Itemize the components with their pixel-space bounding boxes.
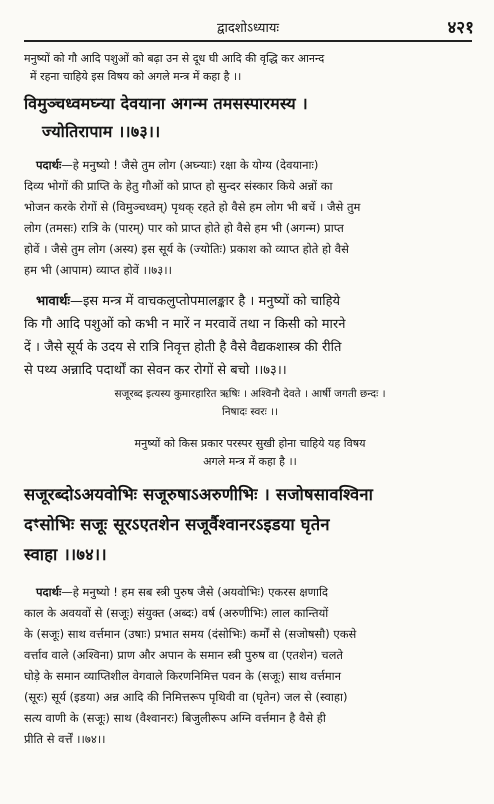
intro-74-line: अगले मन्त्र में कहा है ।।	[203, 455, 297, 468]
intro-73-line: में रहना चाहिये इस विषय को अगले मन्त्र में कहा है ।।	[30, 70, 242, 83]
padartha-73-first-line	[24, 155, 476, 176]
padartha-74-line: सत्य वाणी के (सजूः) साथ (वैश्वानरः) बिजुलीरूप अग्नि वर्त्तमान है वैसे ही	[24, 711, 326, 725]
mantra-74-line: सजूरब्दोऽअयवोभिः सजूरुषाऽअरुणीभिः । सजोषसावश्विना	[24, 485, 374, 504]
padartha-74	[24, 582, 476, 750]
padartha-74-line: घोड़े के समान व्याप्तिशील वेगवाले किरणनिमित्त पवन के (सजूः) साथ वर्त्तमान	[24, 669, 342, 683]
intro-73-line: मनुष्यों को गौ आदि पशुओं को बढ़ा उन से दूध घी आदि की वृद्धि कर आनन्द	[24, 52, 325, 65]
page-number: ४२१	[447, 18, 474, 38]
bhavartha-73	[24, 290, 476, 382]
mantra-74	[24, 480, 476, 570]
chapter-title: द्वादशोऽध्यायः	[217, 21, 279, 36]
mantra-73	[24, 90, 476, 146]
padartha-73-line: हम भी (आपाम) व्याप्त होवें ।।७३।।	[24, 263, 172, 277]
bhavartha-73-line: दें । जैसे सूर्य के उदय से रात्रि निवृत्त होती है वैसे वैद्यकशास्त्र की रीति	[24, 340, 342, 355]
padartha-label: पदार्थः	[36, 158, 62, 172]
padartha-73-line: दिव्य भोगों की प्राप्ति के हेतु गौओं को प्राप्त हो सुन्दर संस्कार किये अन्नों का	[24, 179, 333, 193]
intro-74	[24, 435, 476, 471]
mantra-74-line: स्वाहा ।।७४।।	[24, 545, 107, 564]
bhavartha-73-line: से पथ्य अन्नादि पदार्थों का सेवन कर रोगों से बचो ।।७३।।	[24, 363, 287, 378]
header-divider	[24, 40, 472, 42]
padartha-73-line: लोग (तमसः) रात्रि के (पारम्) पार को प्राप्त होते हो वैसे हम भी (अगन्म) प्राप्त	[24, 221, 344, 235]
padartha-74-line: —हे मनुष्यो ! हम सब स्त्री पुरुष जैसे (अयवोभिः) एकरस क्षणादि	[61, 585, 329, 599]
bhavartha-73-line: कि गौ आदि पशुओं को कभी न मारें न मरवावें तथा न किसी को मारने	[24, 317, 346, 332]
mantra-73-line: विमुञ्चध्वमघ्न्या देवयाना अगन्म तमसस्पारमस्य ।	[24, 94, 308, 113]
rishi-devata-note	[24, 385, 476, 421]
padartha-74-line: काल के अवयवों से (सजूः) संयुक्त (अब्दः) वर्ष (अरुणीभिः) लाल कान्तियों	[24, 606, 329, 620]
bhavartha-73-line: —इस मन्त्र में वाचकलुप्तोपमालङ्कार है । मनुष्यों को चाहिये	[70, 294, 341, 309]
padartha-74-first-line	[24, 582, 476, 603]
intro-74-line: मनुष्यों को किस प्रकार परस्पर सुखी होना चाहिये यह विषय	[134, 437, 366, 450]
padartha-73	[24, 155, 476, 281]
padartha-74-line: वर्त्ताव वाले (अश्विना) प्राण और अपान के समान स्त्री पुरुष वा (एतशेन) चलते	[24, 648, 343, 662]
padartha-74-line: प्रीति से वर्त्तें ।।७४।।	[24, 732, 106, 746]
intro-73	[24, 50, 476, 86]
padartha-74-line: के (सजूः) साथ वर्त्तमान (उषाः) प्रभात समय (दंसोभिः) कर्मों से (सजोषसौ) एकसे	[24, 627, 357, 641]
padartha-73-line: —हे मनुष्यो ! जैसे तुम लोग (अघ्न्याः) रक्षा के योग्य (देवयानाः)	[61, 158, 319, 172]
padartha-73-line: भोजन करके रोगों से (विमुञ्चध्वम्) पृथक् रहते हो वैसे हम लोग भी बचें । जैसे तुम	[24, 200, 361, 214]
padartha-74-line: (सूरः) सूर्य (इडया) अन्न आदि की निमित्तरूप पृथिवी वा (घृतेन) जल से (स्वाहा)	[24, 690, 348, 704]
mantra-74-line: दꣳसोभिः सजूः सूरऽएतशेन सजूर्वैश्वानरऽइडया घृतेन	[24, 515, 330, 534]
page-header	[20, 14, 476, 38]
meta-74-line: सजूरब्द इत्यस्य कुमारहारित ऋषिः । अश्विनौ देवते । आर्षी जगती छन्दः ।	[114, 388, 386, 400]
bhavartha-73-first-line	[24, 290, 476, 313]
mantra-73-line: ज्योतिरापाम ।।७३।।	[42, 122, 161, 141]
meta-74-line: निषादः स्वरः ।।	[221, 406, 278, 418]
padartha-73-line: होवें । जैसे तुम लोग (अस्य) इस सूर्य के (ज्योतिः) प्रकाश को व्याप्त होते हो वैसे	[24, 242, 349, 256]
bhavartha-label: भावार्थः	[36, 294, 71, 309]
padartha-label: पदार्थः	[36, 585, 62, 599]
